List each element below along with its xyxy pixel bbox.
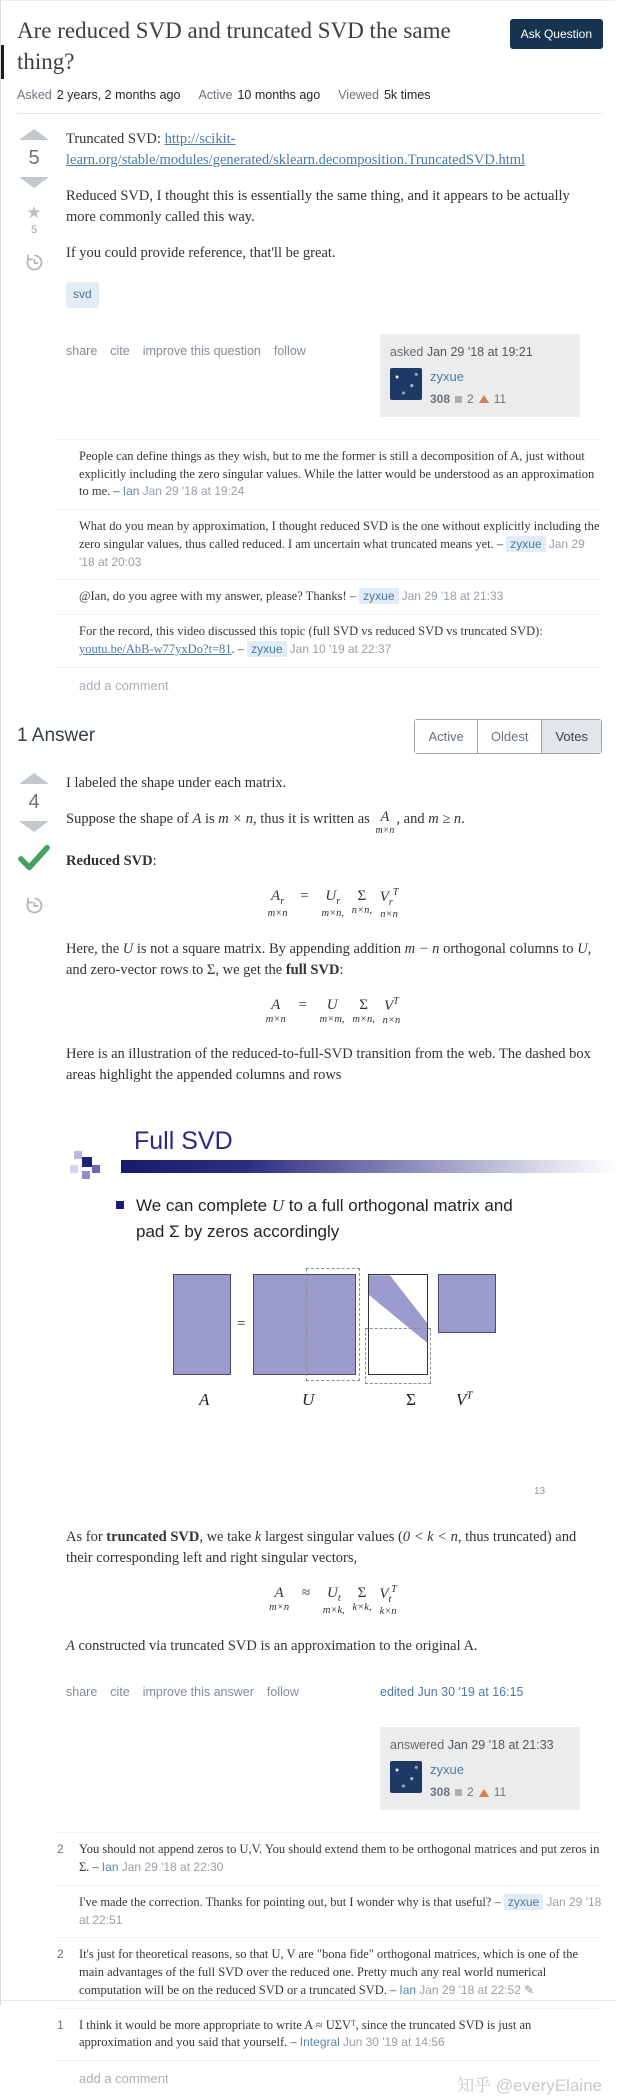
- youtube-link[interactable]: youtu.be/AbB-w77yxDo?t=81: [79, 641, 232, 656]
- label-sigma: Σ: [406, 1390, 416, 1410]
- avatar[interactable]: [390, 1761, 422, 1793]
- comment-user-zyxue[interactable]: zyxue: [247, 641, 286, 657]
- comment: People can define things as they wish, but to me the former is still a decomposition of A, just without explicitly including the zero singular values. While the latter would be understood as an approximation to me. – Ian Jan 29 '18 at 19:24: [57, 439, 602, 509]
- follow-link[interactable]: follow: [266, 1684, 299, 1699]
- comment: I've made the correction. Thanks for pointing out, but I wonder why is that useful? – zyxue Jan 29 '18 at 22:51: [57, 1885, 602, 1938]
- comment: For the record, this video discussed this topic (full SVD vs reduced SVD vs truncated SVD): youtu.be/AbB-w77yxDo?t=81. – zyxue Jan 10 '19 at 22:37: [57, 614, 602, 667]
- answer-count: 1 Answer: [17, 725, 96, 747]
- cite-link[interactable]: cite: [110, 1684, 130, 1699]
- answers-header: [17, 719, 602, 754]
- answer-post: [1, 758, 615, 1811]
- comment-user-ian[interactable]: Ian: [399, 1982, 417, 1997]
- comment-user-zyxue[interactable]: zyxue: [504, 1894, 543, 1910]
- answer-body: [66, 773, 600, 1811]
- question-post: [1, 114, 615, 417]
- answer-comments: [57, 1832, 602, 2060]
- downvote-icon[interactable]: [19, 177, 49, 188]
- question-action-links: [66, 334, 306, 360]
- bronze-badge-icon: [479, 1789, 489, 1797]
- label-u: U: [302, 1390, 315, 1410]
- formula-full-svd: A m×n = U m×m, Σ m×n, $V^T$ n×n: [265, 995, 401, 1026]
- answer-vote-column: [11, 773, 57, 1811]
- comment: @Ian, do you agree with my answer, please? Thanks! – zyxue Jan 29 '18 at 21:33: [57, 579, 602, 614]
- asked-date: asked Jan 29 '18 at 19:21: [390, 344, 533, 359]
- bullet-icon: [116, 1201, 124, 1209]
- silver-badge-icon: [455, 396, 462, 403]
- add-comment-link[interactable]: add a comment: [79, 2071, 169, 2087]
- comment-score: 2: [57, 1947, 64, 1962]
- question-paragraph-2: Reduced SVD, I thought this is essentially the same thing, and it appears to be actually more commonly called this way.: [66, 188, 570, 226]
- comment-user-zyxue[interactable]: zyxue: [359, 588, 398, 604]
- bronze-badge-icon: [479, 395, 489, 403]
- label-vt: $V^T$: [456, 1389, 473, 1410]
- slide-page-number: 13: [534, 1486, 546, 1498]
- answer-footer: [66, 1675, 600, 1701]
- question-body: [66, 129, 600, 417]
- question-footer: [66, 334, 600, 417]
- ask-question-button[interactable]: Ask Question: [510, 19, 603, 49]
- follow-link[interactable]: follow: [273, 343, 306, 358]
- answer-paragraph-4: Here is an illustration of the reduced-to-full-SVD transition from the web. The dashed box areas highlight the appended columns and rows: [66, 1046, 591, 1084]
- question-paragraph-3: If you could provide reference, that'll be great.: [66, 245, 336, 262]
- favorite-star-icon[interactable]: ★: [26, 203, 42, 223]
- tag-svd[interactable]: svd: [66, 282, 99, 307]
- answer-paragraph-5: As for truncated SVD, we take k largest singular values (0 < k < n, thus truncated) and their corresponding left and right singular vectors,: [66, 1529, 577, 1567]
- avatar[interactable]: [390, 368, 422, 400]
- revision-history-icon[interactable]: [24, 895, 45, 921]
- answer-sort-group: [414, 719, 602, 754]
- formula-reduced-svd: $A_r$ m×n = $U_r$ m×n, Σ n×n, $V_r^T$ n×n: [267, 887, 399, 921]
- slide-title: Full SVD: [134, 1127, 233, 1156]
- user-link-zyxue[interactable]: zyxue: [430, 1762, 464, 1778]
- add-comment-link[interactable]: add a comment: [79, 677, 169, 693]
- answer-score: 4: [28, 790, 40, 813]
- comment-score: 2: [57, 1842, 64, 1857]
- question-paragraph-link: Truncated SVD: http://scikit-learn.org/stable/modules/generated/sklearn.decomposition.TruncatedSVD.html: [66, 131, 526, 169]
- revision-history-icon[interactable]: [24, 252, 45, 278]
- label-a: A: [199, 1390, 210, 1410]
- comment: 1 I think it would be more appropriate to write A ≈ UΣVᵀ, since the truncated SVD is just an approximation and you said that yourself. – Integral Jun 30 '19 at 14:56: [57, 2008, 602, 2061]
- comment-user-integral[interactable]: Integral: [299, 2035, 340, 2050]
- sort-active-button[interactable]: Active: [415, 720, 476, 753]
- user-reputation: 308 2 11: [430, 1784, 507, 1799]
- zhihu-watermark: 知乎 @everyElaine: [457, 2076, 602, 2096]
- comment-score: 1: [57, 2017, 64, 2032]
- equals-sign: =: [237, 1316, 246, 1333]
- edited-date-link[interactable]: edited Jun 30 '19 at 16:15: [380, 1684, 524, 1699]
- question-vote-column: [11, 129, 57, 417]
- asked-stat: Asked 2 years, 2 months ago: [17, 88, 181, 103]
- edit-comment-icon[interactable]: ✎: [524, 1982, 535, 1997]
- appended-columns-dashed-box: [306, 1268, 360, 1381]
- comment-score: [57, 1894, 79, 1930]
- answered-date: answered Jan 29 '18 at 21:33: [390, 1737, 554, 1752]
- appended-rows-dashed-box: [365, 1328, 431, 1384]
- reduced-svd-heading: Reduced SVD:: [66, 853, 157, 870]
- comment: 2 You should not append zeros to U,V. You should extend them to be orthogonal matrices and put zeros in Σ. – Ian Jan 29 '18 at 22:30: [57, 1832, 602, 1885]
- page-title: Are reduced SVD and truncated SVD the same thing?: [17, 18, 451, 75]
- sort-oldest-button[interactable]: Oldest: [477, 720, 542, 753]
- comment-user-ian[interactable]: Ian: [101, 1860, 119, 1875]
- question-score: 5: [28, 147, 40, 170]
- question-header: [1, 1, 615, 114]
- comment-user-ian[interactable]: Ian: [122, 484, 140, 499]
- bottom-divider: [1, 2000, 615, 2001]
- answer-paragraph-2: Suppose the shape of A is m × n, thus it is written as A m×n , and m ≥ n.: [66, 808, 465, 837]
- user-reputation: 308 2 11: [430, 391, 507, 406]
- question-comments: [57, 439, 602, 667]
- sort-votes-button[interactable]: Votes: [541, 720, 601, 753]
- cite-link[interactable]: cite: [110, 343, 130, 358]
- scikit-learn-link[interactable]: http://scikit-learn.org/stable/modules/generated/sklearn.decomposition.TruncatedSVD.html: [66, 131, 526, 169]
- viewed-stat: Viewed 5k times: [338, 88, 431, 103]
- slide-gradient-bar: [121, 1160, 633, 1173]
- matrix-a: [173, 1274, 231, 1375]
- share-link[interactable]: share: [66, 343, 98, 358]
- answer-paragraph-6: A constructed via truncated SVD is an approximation to the original A.: [66, 1637, 478, 1654]
- answer-paragraph-3: Here, the U is not a square matrix. By appending addition m − n orthogonal columns to U, and zero-vector rows to Σ, we get the full SVD:: [66, 940, 592, 978]
- upvote-icon[interactable]: [19, 129, 49, 140]
- formula-truncated-svd: A m×n ≈ $U_t$ m×k, Σ k×k, $V_t^T$ k×n: [269, 1584, 397, 1618]
- answer-paragraph-1: I labeled the shape under each matrix.: [66, 774, 287, 791]
- user-link-zyxue[interactable]: zyxue: [430, 368, 464, 384]
- slide-bullet-text: We can complete U to a full orthogonal matrix and pad Σ by zeros accordingly: [136, 1196, 513, 1241]
- favorite-count: 5: [30, 224, 38, 237]
- improve-question-link[interactable]: improve this question: [142, 343, 261, 358]
- improve-answer-link[interactable]: improve this answer: [142, 1684, 254, 1699]
- svd-slide-image: [66, 1101, 600, 1513]
- answer-action-links: [66, 1675, 299, 1701]
- active-stat: Active 10 months ago: [198, 88, 321, 103]
- asked-box: [380, 334, 580, 417]
- comment-user-zyxue[interactable]: zyxue: [506, 536, 545, 552]
- question-stats: [17, 88, 603, 114]
- accepted-check-icon: [18, 844, 50, 877]
- comment: 2 It's just for theoretical reasons, so that U, V are "bona fide" orthogonal matrices, which is one of the main advantages of the full SVD over the reduced one. Pretty much any real world numerical computation will be on the reduced SVD or a truncated SVD. – Ian Jan 29 '18 at 22:52 ✎: [57, 1937, 602, 2007]
- downvote-icon[interactable]: [19, 821, 49, 832]
- matrix-vt: [438, 1274, 496, 1333]
- silver-badge-icon: [455, 1789, 462, 1796]
- upvote-icon[interactable]: [19, 773, 49, 784]
- comment: What do you mean by approximation, I thought reduced SVD is the one without explicitly including the zero singular values, thus called reduced. I am uncertain what truncated means yet. – zyxue Jan 29 '18 at 20:03: [57, 509, 602, 579]
- answered-box: [380, 1727, 580, 1810]
- share-link[interactable]: share: [66, 1684, 98, 1699]
